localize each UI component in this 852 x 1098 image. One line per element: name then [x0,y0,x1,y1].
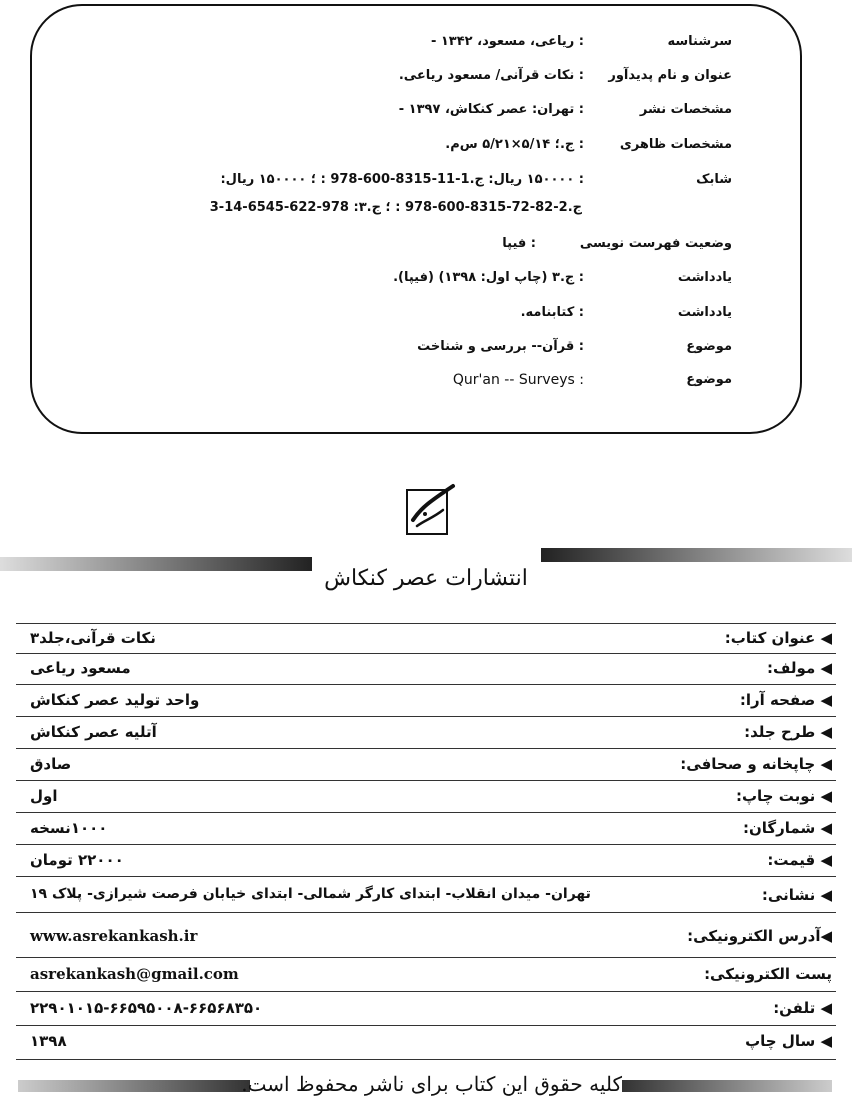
info-label: ◀ شمارگان: [743,819,832,837]
info-label: ◀آدرس الکترونیکی: [687,927,832,945]
info-label: ◀ سال چاپ [745,1032,832,1050]
website-link[interactable]: www.asrekankash.ir [30,927,198,945]
info-label: ◀ چاپخانه و صحافی: [680,755,832,773]
cip-label: مشخصات ظاهری [619,137,732,152]
info-row [16,654,836,685]
info-value: واحد تولید عصر کنکاش [30,691,200,709]
cip-value: ج.2-82-72-8315-600-978 : ؛ ج.۳: 978-622-6545-14-3 [209,200,582,215]
info-value: ۲۲۹۰۱۰۱۵-۶۶۵۹۵۰۰۸-۶۶۵۶۸۳۵۰ [30,999,263,1017]
cip-row-subject-1 [0,339,852,369]
cip-label: شابک [696,172,732,187]
info-row [16,814,836,845]
info-value: مسعود ریاعی [30,659,131,677]
cip-row-note-1 [0,270,852,300]
cip-value: : قرآن-- بررسی و شناخت [417,339,584,354]
cip-value: : Qur'an -- Surveys [452,372,584,388]
info-row [16,686,836,717]
info-label: ◀ عنوان کتاب: [724,629,832,647]
email-link[interactable]: asrekankash@gmail.com [30,965,239,983]
publisher-name: انتشارات عصر کنکاش [324,566,528,591]
cip-row-publication [0,102,852,132]
info-row [16,992,836,1026]
info-value: ۱۰۰۰نسخه [30,819,108,837]
info-row [16,958,836,992]
cip-row-subject-2 [0,372,852,402]
cip-label: وضعیت فهرست نویسی [579,236,732,251]
cip-row-status [0,236,852,266]
cip-value: : ج.۳ (چاپ اول: ۱۳۹۸) (فیپا). [393,270,584,285]
info-value: آتلیه عصر کنکاش [30,723,157,741]
info-row [16,1026,836,1060]
info-value: صادق [30,755,72,773]
cip-value: : ریاعی، مسعود، ۱۳۴۲ - [430,34,584,49]
cip-row-heading [0,34,852,64]
info-label: ◀ مولف: [767,659,832,677]
divider-bar [18,1080,250,1092]
info-label: ◀ نشانی: [761,886,832,904]
cip-label: سرشناسه [667,34,732,49]
cip-row-isbn [0,172,852,202]
info-row [16,718,836,749]
info-row [16,623,836,654]
info-row [16,750,836,781]
cip-label: موضوع [686,339,732,354]
cip-label: عنوان و نام پدیدآور [608,68,732,83]
info-value: ۲۲۰۰۰ تومان [30,851,124,869]
info-row [16,913,836,958]
cip-value: : تهران: عصر کنکاش، ۱۳۹۷ - [398,102,584,117]
info-value: نکات قرآنی،جلد۳ [30,629,156,647]
info-row [16,846,836,877]
cip-row-title [0,68,852,98]
info-value: تهران- میدان انقلاب- ابتدای کارگر شمالی- ابتدای خیابان فرصت شیرازی- پلاک ۱۹ [30,886,591,902]
divider-bar [622,1080,832,1092]
info-value: ۱۳۹۸ [30,1032,67,1050]
info-row [16,782,836,813]
cip-row-note-2 [0,305,852,335]
cip-row-isbn-2 [0,200,852,230]
info-value: اول [30,787,58,805]
cip-value: : نکات قرآنی/ مسعود ریاعی. [398,68,584,83]
cip-label: موضوع [686,372,732,387]
info-row [16,878,836,913]
info-label: ◀ قیمت: [767,851,832,869]
cip-label: یادداشت [677,270,732,285]
publisher-logo-icon [403,480,459,540]
cip-value: : ج.؛ ۵/۱۴×۵/۲۱ س‌م. [445,137,584,152]
cip-value: : ۱۵۰۰۰۰ ریال: ج.1-11-8315-600-978 : ؛ ۱۵۰۰۰۰ ریال: [220,172,584,187]
info-label: ◀ نوبت چاپ: [735,787,832,805]
cip-label: مشخصات نشر [639,102,732,117]
cip-row-physical [0,137,852,167]
cip-value: : کتابنامه. [520,305,584,320]
info-label: ◀ تلفن: [773,999,832,1017]
cip-label: یادداشت [677,305,732,320]
info-label: ◀ صفحه آرا: [739,691,832,709]
cip-value: : فیپا [502,236,536,251]
copyright-notice: کلیه حقوق این کتاب برای ناشر محفوظ است. [241,1072,622,1096]
info-label: پست الکترونیکی: [704,965,832,983]
info-label: ◀ طرح جلد: [744,723,832,741]
divider-bar [541,548,852,562]
